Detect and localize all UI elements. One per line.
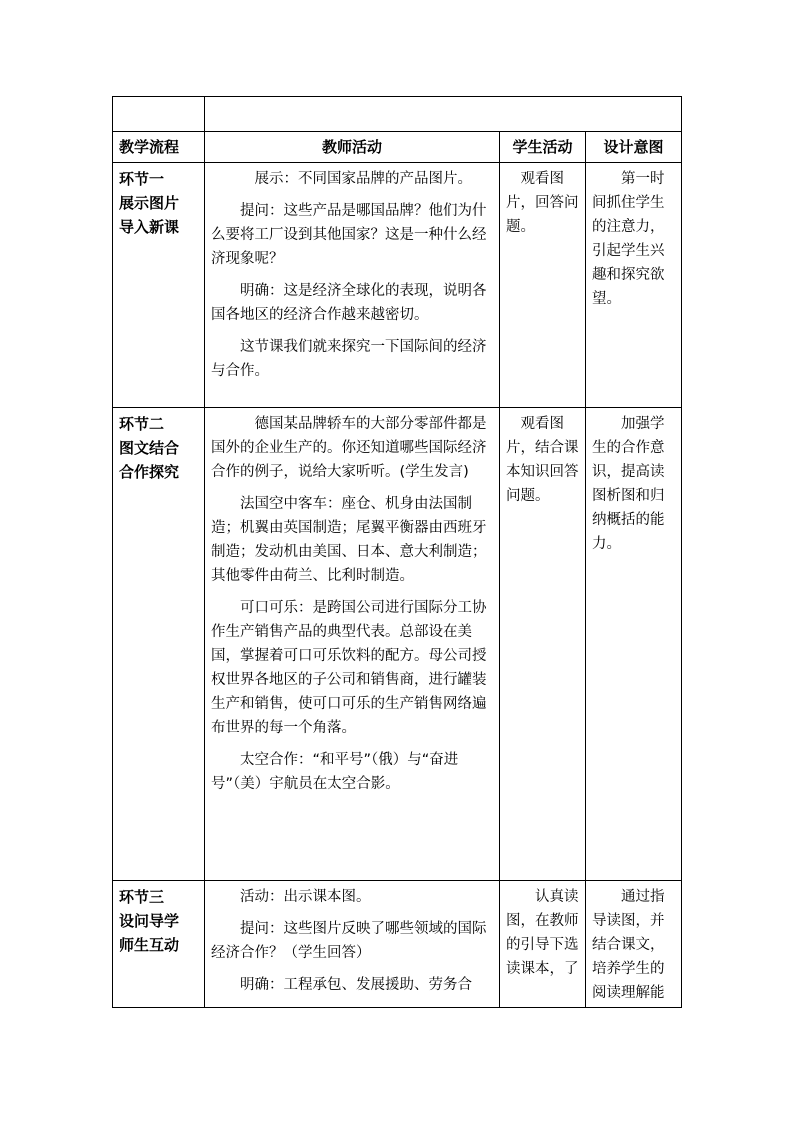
teacher-activity-cell (205, 408, 500, 881)
stage-cell (113, 408, 205, 881)
stage-line: 导入新课 (119, 218, 180, 236)
stage-line: 合作探究 (119, 463, 180, 481)
teacher-paragraph: 法国空中客车：座仓、机身由法国制造；机翼由英国制造；尾翼平衡器由西班牙制造；发动机由美国、日本、意大利制造；其他零件由荷兰、比利时制造。 (211, 496, 487, 584)
teacher-paragraph: 提问：这些图片反映了哪些领域的国际经济合作？（学生回答） (211, 921, 487, 961)
teacher-activity-cell (205, 881, 500, 1008)
header-student: 学生活动 (500, 132, 586, 163)
design-intent-cell (586, 881, 682, 1008)
student-activity-cell (500, 163, 586, 408)
stage-cell (113, 163, 205, 408)
table-row (113, 881, 682, 1008)
teacher-activity-cell (205, 163, 500, 408)
design-intent-text: 第一时间抓住学生的注意力，引起学生兴趣和探究欲望。 (592, 171, 665, 307)
blank-cell-right (205, 97, 682, 132)
teacher-paragraph: 活动：出示课本图。 (240, 889, 371, 905)
header-intent: 设计意图 (586, 132, 682, 163)
design-intent-text: 通过指导读图，并结合课文，培养学生的阅读理解能 (592, 889, 665, 1001)
stage-line: 图文结合 (119, 439, 180, 457)
student-activity-text: 认真读图，在教师的引导下选读课本，了 (506, 889, 579, 977)
student-activity-text: 观看图片，回答问题。 (506, 171, 579, 235)
blank-cell-left (113, 97, 205, 132)
stage-line: 师生互动 (119, 936, 180, 954)
stage-line: 设问导学 (119, 912, 180, 930)
teacher-paragraph: 明确：工程承包、发展援助、劳务合 (240, 977, 472, 993)
design-intent-cell (586, 163, 682, 408)
stage-line: 环节三 (119, 888, 165, 906)
student-activity-cell (500, 881, 586, 1008)
stage-cell (113, 881, 205, 1008)
teacher-paragraph: 展示：不同国家品牌的产品图片。 (254, 171, 472, 187)
teacher-paragraph: 明确：这是经济全球化的表现，说明各国各地区的经济合作越来越密切。 (211, 283, 487, 323)
teacher-paragraph: 太空合作：“和平号”（俄）与“奋进号”（美）宇航员在太空合影。 (211, 752, 459, 792)
table-row (113, 163, 682, 408)
student-activity-text: 观看图片，结合课本知识回答问题。 (506, 416, 579, 504)
header-row (113, 132, 682, 163)
teacher-paragraph: 提问：这些产品是哪国品牌？他们为什么要将工厂设到其他国家？这是一种什么经济现象呢？ (211, 203, 487, 267)
stage-line: 环节一 (119, 170, 165, 188)
table-row (113, 408, 682, 881)
teacher-paragraph: 可口可乐：是跨国公司进行国际分工协作生产销售产品的典型代表。总部设在美国，掌握着可口可乐饮料的配方。母公司授权世界各地区的子公司和销售商，进行罐装生产和销售，使可口可乐的生产销售网络遍布世界的每一个角落。 (211, 600, 487, 736)
header-flow: 教学流程 (113, 132, 205, 163)
lesson-plan-table (112, 96, 682, 1008)
teacher-paragraph: 这节课我们就来探究一下国际间的经济与合作。 (211, 339, 487, 379)
design-intent-text: 加强学生的合作意识，提高读图析图和归纳概括的能力。 (592, 416, 665, 552)
student-activity-cell (500, 408, 586, 881)
teacher-paragraph: 德国某品牌轿车的大部分零部件都是国外的企业生产的。你还知道哪些国际经济合作的例子，说给大家听听。(学生发言) (211, 416, 487, 480)
stage-line: 展示图片 (119, 194, 180, 212)
stage-line: 环节二 (119, 415, 165, 433)
header-teacher: 教师活动 (205, 132, 500, 163)
design-intent-cell (586, 408, 682, 881)
blank-top-row (113, 97, 682, 132)
